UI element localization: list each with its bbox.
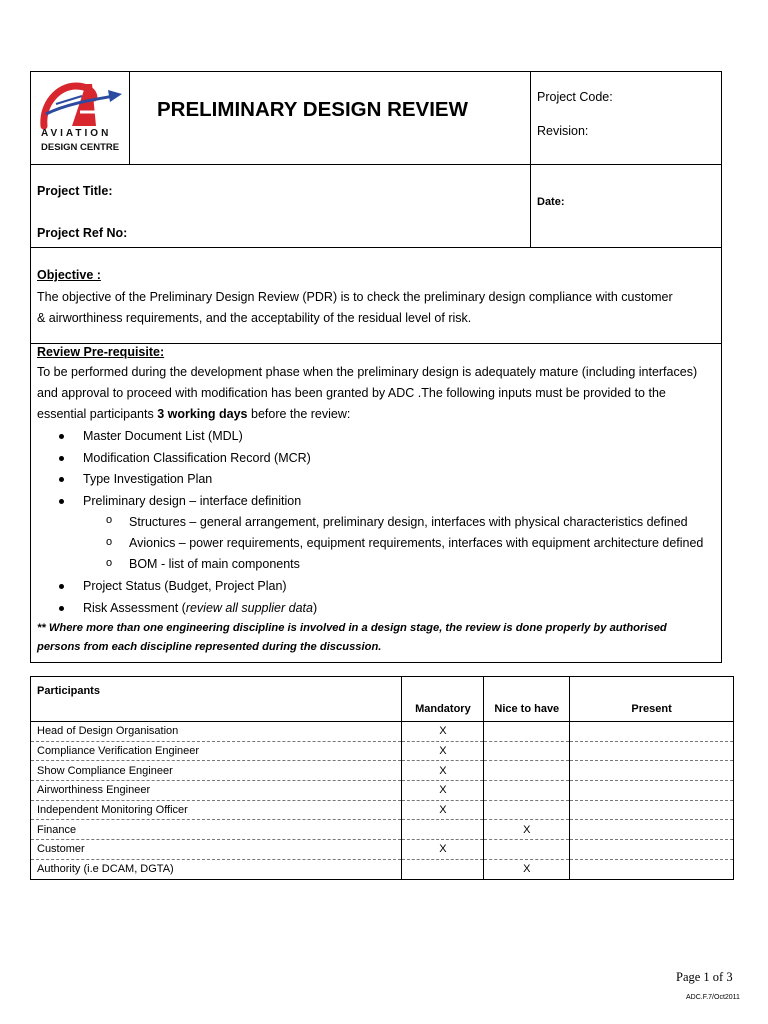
input-item-mcr: Modification Classification Record (MCR) <box>83 451 311 465</box>
participant-name: Authority (i.e DCAM, DGTA) <box>31 859 402 879</box>
mandatory-cell: X <box>402 722 484 742</box>
mandatory-cell: X <box>402 840 484 860</box>
logo-text-aviation: AVIATION <box>41 128 112 139</box>
participant-name: Show Compliance Engineer <box>31 761 402 781</box>
nice-to-have-cell: X <box>484 820 570 840</box>
working-days-emphasis: 3 working days <box>157 407 248 421</box>
col-header-participants: Participants <box>31 677 402 722</box>
present-cell[interactable] <box>570 800 734 820</box>
nice-to-have-cell: X <box>484 859 570 879</box>
bullet-icon <box>59 456 64 461</box>
bullet-icon <box>59 584 64 589</box>
mandatory-cell: X <box>402 761 484 781</box>
present-cell[interactable] <box>570 859 734 879</box>
present-cell[interactable] <box>570 761 734 781</box>
sub-bullet-icon: o <box>106 557 113 569</box>
revision-label: Revision: <box>537 124 589 138</box>
col-header-present: Present <box>570 677 734 722</box>
mandatory-cell: X <box>402 741 484 761</box>
mandatory-cell: X <box>402 800 484 820</box>
table-row <box>31 781 734 801</box>
mandatory-cell <box>402 820 484 840</box>
header-bottom-rule <box>30 164 722 165</box>
input-item-mdl: Master Document List (MDL) <box>83 429 243 443</box>
col-header-nice-to-have: Nice to have <box>484 677 570 722</box>
nice-to-have-cell <box>484 722 570 742</box>
bullet-icon <box>59 606 64 611</box>
prerequisite-text-line-2: and approval to proceed with modification has been granted by ADC .The following inputs must be provided to the <box>37 386 666 400</box>
sub-item-bom: BOM - list of main components <box>129 557 300 571</box>
risk-assessment-note: review all supplier data <box>185 601 313 615</box>
sub-item-structures: Structures – general arrangement, preliminary design, interfaces with physical characteristics defined <box>129 515 688 529</box>
header-divider-left <box>129 71 130 164</box>
participant-name: Customer <box>31 840 402 860</box>
page-number: Page 1 of 3 <box>676 970 733 984</box>
table-row <box>31 820 734 840</box>
objective-text-line-1: The objective of the Preliminary Design Review (PDR) is to check the preliminary design compliance with customer <box>37 290 673 304</box>
table-row <box>31 722 734 742</box>
table-row <box>31 840 734 860</box>
logo-emblem-icon <box>36 74 126 136</box>
document-title: PRELIMINARY DESIGN REVIEW <box>157 98 468 121</box>
logo-text-design-centre: DESIGN CENTRE <box>41 142 120 153</box>
participant-name: Airworthiness Engineer <box>31 781 402 801</box>
project-bottom-rule <box>30 247 722 248</box>
col-header-mandatory: Mandatory <box>402 677 484 722</box>
header-divider-right <box>530 71 531 248</box>
risk-assessment-label: Risk Assessment ( <box>83 601 186 615</box>
present-cell[interactable] <box>570 722 734 742</box>
form-reference: ADC.F.7/Oct2011 <box>686 994 740 1001</box>
risk-assessment-close: ) <box>312 601 318 615</box>
bullet-icon <box>59 434 64 439</box>
input-item-preliminary-design: Preliminary design – interface definition <box>83 494 302 508</box>
sub-bullet-icon: o <box>106 536 113 548</box>
nice-to-have-cell <box>484 761 570 781</box>
table-row <box>31 859 734 879</box>
participant-name: Compliance Verification Engineer <box>31 741 402 761</box>
present-cell[interactable] <box>570 840 734 860</box>
prerequisite-text-line-3 <box>37 404 350 425</box>
project-title-label: Project Title: <box>37 184 113 198</box>
input-item-risk-assessment <box>83 598 317 619</box>
nice-to-have-cell <box>484 800 570 820</box>
mandatory-cell <box>402 859 484 879</box>
nice-to-have-cell <box>484 840 570 860</box>
objective-heading: Objective : <box>37 268 101 282</box>
prerequisite-text-line-3a: essential participants <box>37 407 158 421</box>
bullet-icon <box>59 499 64 504</box>
prerequisite-text-line-1: To be performed during the development phase when the preliminary design is adequately mature (including interfaces) <box>37 365 698 379</box>
present-cell[interactable] <box>570 741 734 761</box>
table-row <box>31 761 734 781</box>
sub-bullet-icon: o <box>106 514 113 526</box>
date-label: Date: <box>537 196 565 208</box>
input-item-project-status: Project Status (Budget, Project Plan) <box>83 579 287 593</box>
objective-text-line-2: & airworthiness requirements, and the acceptability of the residual level of risk. <box>37 311 472 325</box>
present-cell[interactable] <box>570 820 734 840</box>
objective-bottom-rule <box>30 343 722 344</box>
bullet-icon <box>59 477 64 482</box>
participant-name: Finance <box>31 820 402 840</box>
project-ref-label: Project Ref No: <box>37 226 128 240</box>
prerequisite-text-line-3c: before the review: <box>247 407 351 421</box>
prerequisite-heading: Review Pre-requisite: <box>37 345 165 359</box>
participant-name: Head of Design Organisation <box>31 722 402 742</box>
project-code-label: Project Code: <box>537 90 613 104</box>
table-row <box>31 800 734 820</box>
table-row <box>31 741 734 761</box>
nice-to-have-cell <box>484 781 570 801</box>
input-item-tip: Type Investigation Plan <box>83 472 213 486</box>
present-cell[interactable] <box>570 781 734 801</box>
discipline-note-line-1: ** Where more than one engineering discipline is involved in a design stage, the review is done properly by authorised <box>37 622 667 634</box>
participant-name: Independent Monitoring Officer <box>31 800 402 820</box>
participants-header-row <box>31 677 734 722</box>
sub-item-avionics: Avionics – power requirements, equipment requirements, interfaces with equipment architecture defined <box>129 536 704 550</box>
discipline-note-line-2: persons from each discipline represented during the discussion. <box>37 641 382 653</box>
nice-to-have-cell <box>484 741 570 761</box>
mandatory-cell: X <box>402 781 484 801</box>
participants-table <box>30 676 734 880</box>
